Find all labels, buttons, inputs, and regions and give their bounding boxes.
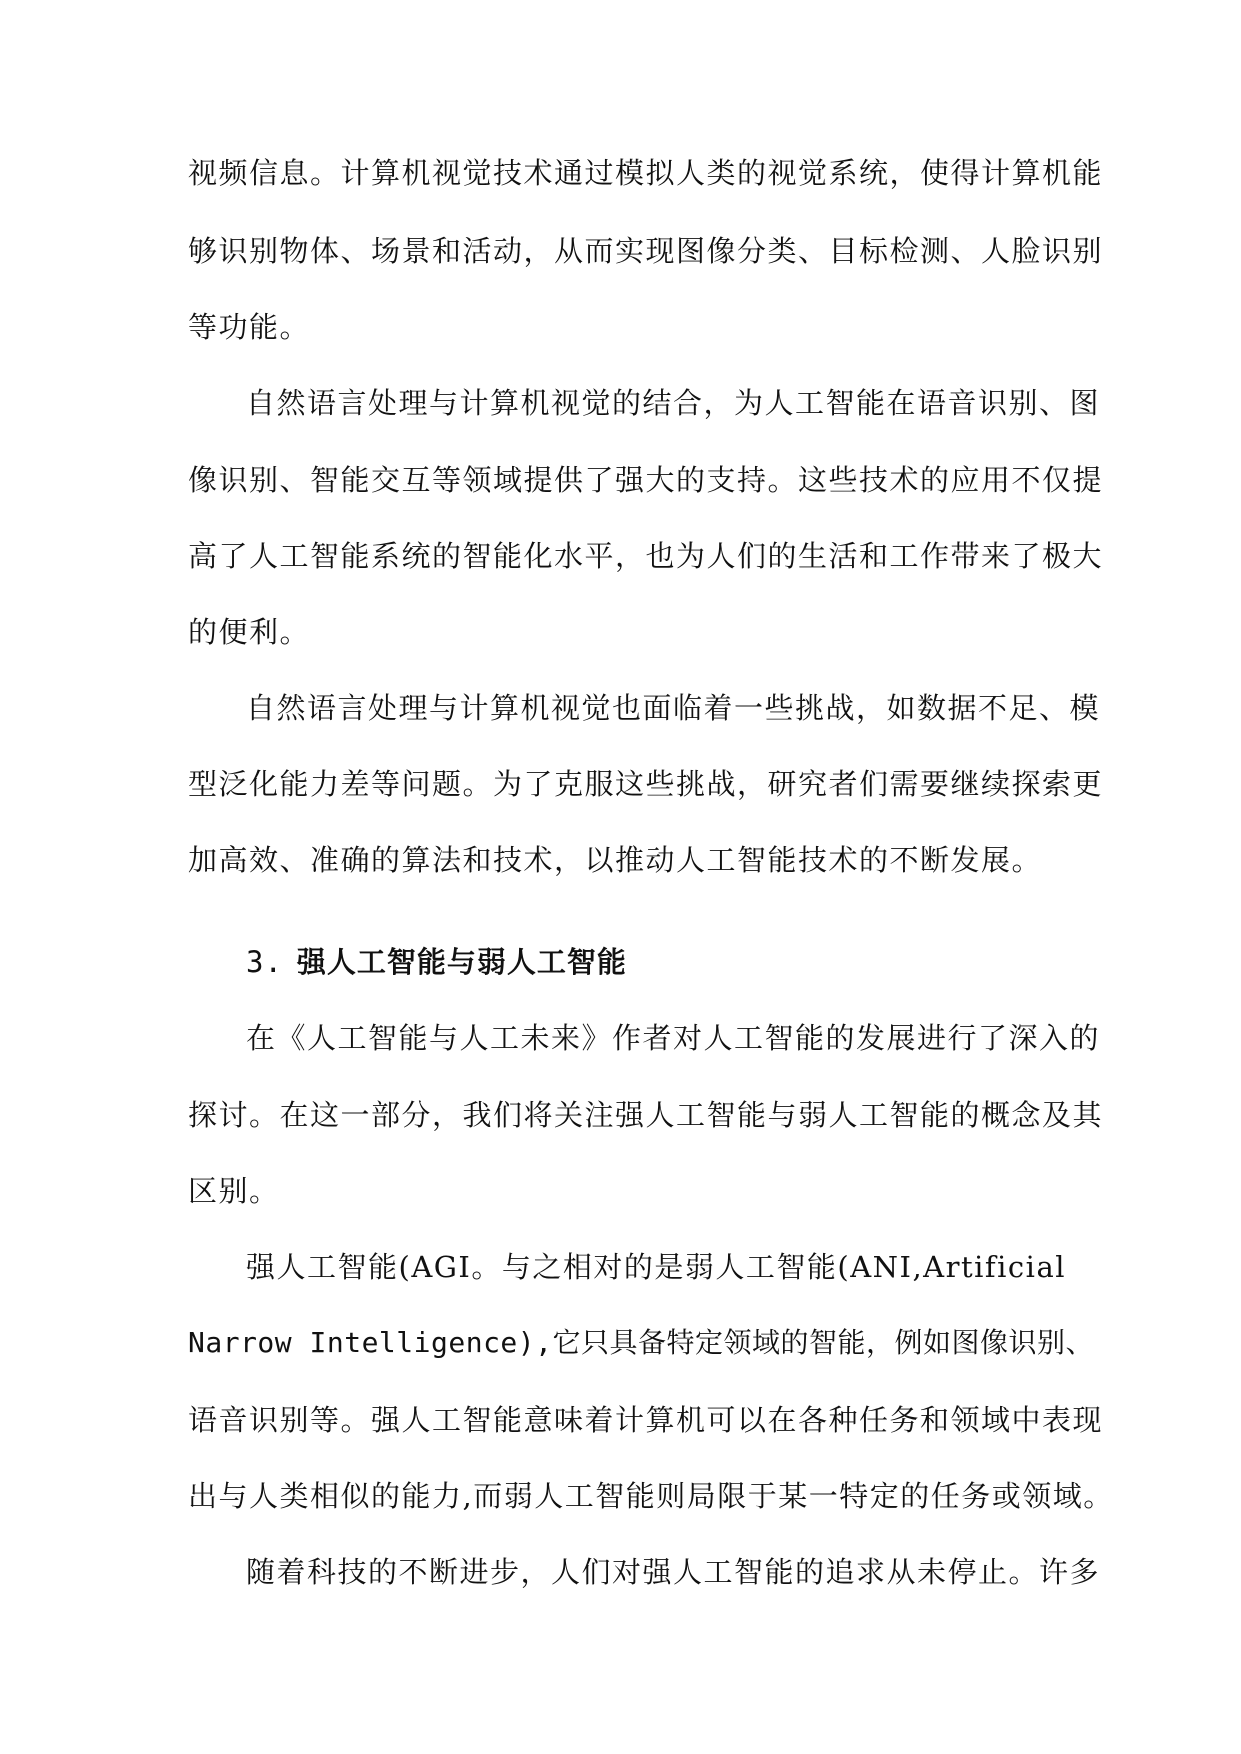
paragraph-line: 等功能。: [188, 310, 311, 344]
paragraph-line: 像识别、智能交互等领域提供了强大的支持。这些技术的应用不仅提: [188, 463, 1104, 497]
paragraph-line: 出与人类相似的能力,而弱人工智能则局限于某一特定的任务或领域。: [188, 1479, 1114, 1513]
section-heading: [246, 944, 627, 980]
paragraph-line: Narrow Intelligence),它只具备特定领域的智能，例如图像识别、: [188, 1326, 1095, 1359]
paragraph-line: 探讨。在这一部分，我们将关注强人工智能与弱人工智能的概念及其: [188, 1098, 1104, 1132]
section-title: 强人工智能与弱人工智能: [296, 945, 627, 979]
paragraph-line: 自然语言处理与计算机视觉也面临着一些挑战，如数据不足、模: [246, 691, 1101, 725]
paragraph-line: 型泛化能力差等问题。为了克服这些挑战，研究者们需要继续探索更: [188, 767, 1104, 801]
paragraph-line: 够识别物体、场景和活动，从而实现图像分类、目标检测、人脸识别: [188, 234, 1104, 268]
paragraph-line: 随着科技的不断进步，人们对强人工智能的追求从未停止。许多: [246, 1555, 1101, 1589]
section-number: 3.: [246, 945, 283, 979]
paragraph-line: 自然语言处理与计算机视觉的结合，为人工智能在语音识别、图: [246, 386, 1101, 420]
paragraph-line: 视频信息。计算机视觉技术通过模拟人类的视觉系统，使得计算机能: [188, 156, 1104, 190]
paragraph-line: 高了人工智能系统的智能化水平，也为人们的生活和工作带来了极大: [188, 539, 1104, 573]
paragraph-line: 强人工智能(AGI。与之相对的是弱人工智能(ANI,Artificial: [246, 1250, 1067, 1284]
paragraph-line: 加高效、准确的算法和技术，以推动人工智能技术的不断发展。: [188, 843, 1043, 877]
paragraph-line: 区别。: [188, 1174, 280, 1208]
paragraph-line: 的便利。: [188, 615, 311, 649]
paragraph-line: 在《人工智能与人工未来》作者对人工智能的发展进行了深入的: [246, 1021, 1101, 1055]
paragraph-line: 语音识别等。强人工智能意味着计算机可以在各种任务和领域中表现: [188, 1403, 1104, 1437]
